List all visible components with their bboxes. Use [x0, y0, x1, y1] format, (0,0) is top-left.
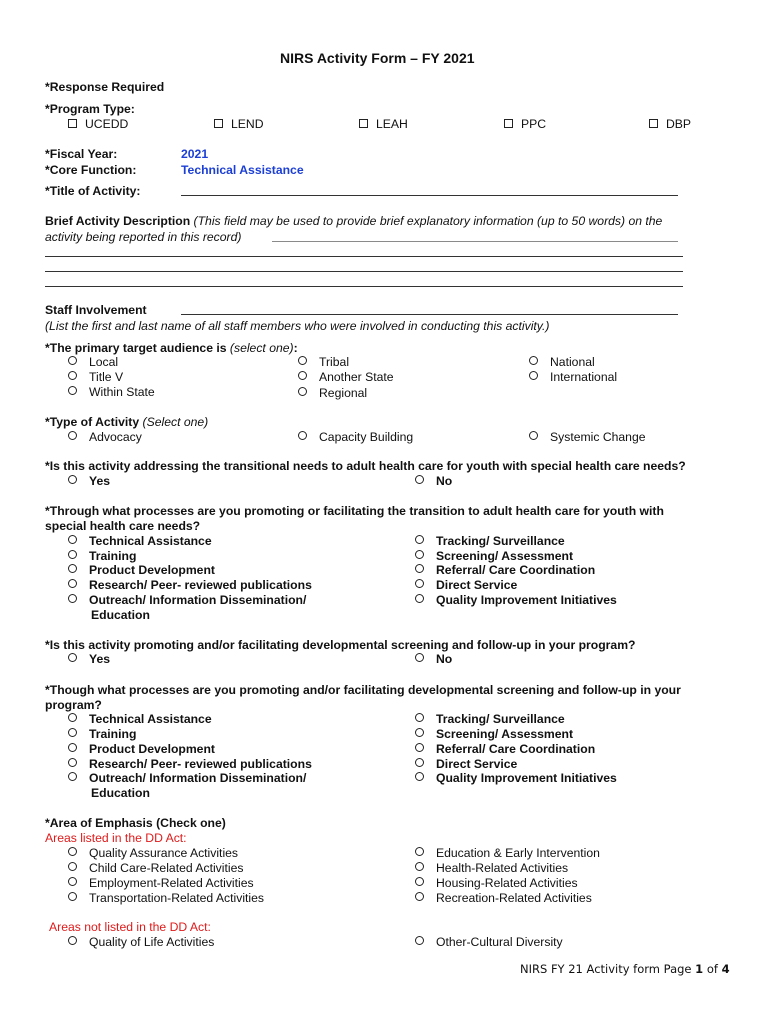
brief-description-field-line[interactable]	[45, 286, 683, 287]
radio-option-screening[interactable]: Screening/ Assessment	[415, 727, 573, 741]
radio-option-tracking[interactable]: Tracking/ Surveillance	[415, 712, 565, 726]
radio-icon[interactable]	[68, 579, 77, 588]
radio-icon[interactable]	[298, 431, 307, 440]
radio-icon[interactable]	[415, 877, 424, 886]
areas-not-listed-label: Areas not listed in the DD Act:	[49, 920, 211, 934]
checkbox-icon[interactable]	[214, 119, 223, 128]
outreach-continuation: Education	[91, 608, 150, 622]
radio-option-advocacy[interactable]: Advocacy	[68, 430, 142, 444]
radio-icon[interactable]	[68, 550, 77, 559]
radio-icon[interactable]	[68, 356, 77, 365]
program-option-lend[interactable]: LEND	[214, 117, 264, 131]
radio-option-capacity-building[interactable]: Capacity Building	[298, 430, 413, 444]
radio-icon[interactable]	[68, 728, 77, 737]
radio-icon[interactable]	[68, 847, 77, 856]
response-required-note: *Response Required	[45, 80, 165, 94]
type-of-activity-label: *Type of Activity (Select one)	[45, 415, 209, 429]
radio-icon[interactable]	[68, 772, 77, 781]
program-option-ppc[interactable]: PPC	[504, 117, 546, 131]
title-of-activity-label: *Title of Activity:	[45, 184, 141, 198]
program-option-leah[interactable]: LEAH	[359, 117, 408, 131]
radio-option-local[interactable]: Local	[68, 355, 118, 369]
areas-listed-label: Areas listed in the DD Act:	[45, 831, 187, 845]
radio-option-national[interactable]: National	[529, 355, 595, 369]
outreach-continuation: Education	[91, 786, 150, 800]
radio-icon[interactable]	[68, 431, 77, 440]
radio-option-outreach[interactable]: Outreach/ Information Dissemination/	[68, 771, 306, 785]
brief-description-field-line[interactable]	[45, 271, 683, 272]
radio-option-research[interactable]: Research/ Peer- reviewed publications	[68, 578, 312, 592]
radio-option-quality-assurance[interactable]: Quality Assurance Activities	[68, 846, 238, 860]
checkbox-icon[interactable]	[68, 119, 77, 128]
radio-option-direct-service[interactable]: Direct Service	[415, 757, 517, 771]
screening-process-question-cont: program?	[45, 698, 102, 712]
brief-description-label-row: Brief Activity Description (This field may be used to provide brief explanatory information (up to 50 words) on the	[45, 214, 663, 228]
staff-involvement-field[interactable]	[181, 314, 678, 315]
radio-option-product-development[interactable]: Product Development	[68, 563, 215, 577]
screening-process-question: *Though what processes are you promoting and/or facilitating developmental screening and follow-up in your	[45, 683, 681, 697]
radio-option-quality-of-life[interactable]: Quality of Life Activities	[68, 935, 214, 949]
radio-option-systemic-change[interactable]: Systemic Change	[529, 430, 646, 444]
radio-icon[interactable]	[68, 594, 77, 603]
screening-question: *Is this activity promoting and/or facilitating developmental screening and follow-up in your program?	[45, 638, 636, 652]
radio-icon[interactable]	[415, 892, 424, 901]
radio-icon[interactable]	[415, 594, 424, 603]
radio-option-outreach[interactable]: Outreach/ Information Dissemination/	[68, 593, 306, 607]
radio-icon[interactable]	[68, 877, 77, 886]
radio-option-title-v[interactable]: Title V	[68, 370, 123, 384]
radio-icon[interactable]	[68, 892, 77, 901]
radio-option-within-state[interactable]: Within State	[68, 385, 155, 399]
radio-icon[interactable]	[415, 475, 424, 484]
radio-option-quality-improvement[interactable]: Quality Improvement Initiatives	[415, 593, 617, 607]
program-option-dbp[interactable]: DBP	[649, 117, 691, 131]
transition-process-question: *Through what processes are you promoting or facilitating the transition to adult health care for youth with	[45, 504, 664, 518]
checkbox-icon[interactable]	[649, 119, 658, 128]
radio-option-technical-assistance[interactable]: Technical Assistance	[68, 534, 212, 548]
radio-icon[interactable]	[298, 356, 307, 365]
radio-icon[interactable]	[415, 564, 424, 573]
radio-icon[interactable]	[529, 431, 538, 440]
radio-option-training[interactable]: Training	[68, 727, 136, 741]
radio-icon[interactable]	[415, 847, 424, 856]
radio-option-referral[interactable]: Referral/ Care Coordination	[415, 742, 595, 756]
radio-option-child-care[interactable]: Child Care-Related Activities	[68, 861, 243, 875]
radio-option-yes[interactable]: Yes	[68, 474, 110, 488]
radio-icon[interactable]	[415, 936, 424, 945]
radio-icon[interactable]	[415, 772, 424, 781]
radio-option-no[interactable]: No	[415, 652, 452, 666]
radio-icon[interactable]	[68, 758, 77, 767]
radio-icon[interactable]	[415, 535, 424, 544]
radio-icon[interactable]	[68, 535, 77, 544]
page-title: NIRS Activity Form – FY 2021	[280, 50, 475, 66]
radio-icon[interactable]	[68, 713, 77, 722]
fiscal-year-value[interactable]: 2021	[181, 147, 209, 161]
program-type-label: *Program Type:	[45, 102, 135, 116]
radio-icon[interactable]	[68, 936, 77, 945]
core-function-label: *Core Function:	[45, 163, 137, 177]
program-option-ucedd[interactable]: UCEDD	[68, 117, 128, 131]
radio-icon[interactable]	[529, 371, 538, 380]
radio-option-employment[interactable]: Employment-Related Activities	[68, 876, 254, 890]
radio-option-housing[interactable]: Housing-Related Activities	[415, 876, 578, 890]
area-of-emphasis-label: *Area of Emphasis (Check one)	[45, 816, 226, 830]
radio-option-product-development[interactable]: Product Development	[68, 742, 215, 756]
title-of-activity-field[interactable]	[181, 195, 678, 196]
radio-option-health[interactable]: Health-Related Activities	[415, 861, 568, 875]
radio-option-tribal[interactable]: Tribal	[298, 355, 349, 369]
core-function-value[interactable]: Technical Assistance	[181, 163, 304, 177]
radio-option-tracking[interactable]: Tracking/ Surveillance	[415, 534, 565, 548]
radio-icon[interactable]	[415, 862, 424, 871]
radio-icon[interactable]	[415, 728, 424, 737]
checkbox-icon[interactable]	[504, 119, 513, 128]
radio-option-yes[interactable]: Yes	[68, 652, 110, 666]
radio-option-another-state[interactable]: Another State	[298, 370, 394, 384]
radio-icon[interactable]	[415, 758, 424, 767]
radio-option-cultural-diversity[interactable]: Other-Cultural Diversity	[415, 935, 563, 949]
staff-involvement-hint: (List the first and last name of all staff members who were involved in conducting this activity.)	[45, 319, 550, 333]
brief-description-field-line[interactable]	[45, 256, 683, 257]
radio-option-direct-service[interactable]: Direct Service	[415, 578, 517, 592]
radio-icon[interactable]	[529, 356, 538, 365]
radio-icon[interactable]	[415, 550, 424, 559]
radio-icon[interactable]	[298, 371, 307, 380]
radio-icon[interactable]	[68, 743, 77, 752]
brief-description-field-line[interactable]	[272, 241, 678, 242]
radio-option-no[interactable]: No	[415, 474, 452, 488]
radio-option-training[interactable]: Training	[68, 549, 136, 563]
radio-option-transportation[interactable]: Transportation-Related Activities	[68, 891, 264, 905]
radio-option-quality-improvement[interactable]: Quality Improvement Initiatives	[415, 771, 617, 785]
transition-process-question-cont: special health care needs?	[45, 519, 201, 533]
page-footer: NIRS FY 21 Activity form Page 1 of 4	[520, 962, 730, 976]
radio-icon[interactable]	[415, 653, 424, 662]
target-audience-label: *The primary target audience is (select one):	[45, 341, 298, 355]
radio-icon[interactable]	[68, 371, 77, 380]
radio-option-education[interactable]: Education & Early Intervention	[415, 846, 600, 860]
radio-icon[interactable]	[415, 743, 424, 752]
radio-icon[interactable]	[68, 386, 77, 395]
radio-option-international[interactable]: International	[529, 370, 617, 384]
radio-option-research[interactable]: Research/ Peer- reviewed publications	[68, 757, 312, 771]
transition-question: *Is this activity addressing the transitional needs to adult health care for youth with special health care needs?	[45, 459, 686, 473]
radio-option-recreation[interactable]: Recreation-Related Activities	[415, 891, 592, 905]
radio-icon[interactable]	[415, 579, 424, 588]
radio-icon[interactable]	[298, 387, 307, 396]
fiscal-year-label: *Fiscal Year:	[45, 147, 118, 161]
radio-icon[interactable]	[68, 862, 77, 871]
radio-option-technical-assistance[interactable]: Technical Assistance	[68, 712, 212, 726]
radio-icon[interactable]	[68, 475, 77, 484]
checkbox-icon[interactable]	[359, 119, 368, 128]
radio-icon[interactable]	[68, 653, 77, 662]
staff-involvement-label: Staff Involvement	[45, 303, 147, 317]
radio-icon[interactable]	[415, 713, 424, 722]
brief-description-hint: activity being reported in this record)	[45, 230, 242, 244]
radio-option-screening[interactable]: Screening/ Assessment	[415, 549, 573, 563]
radio-icon[interactable]	[68, 564, 77, 573]
radio-option-referral[interactable]: Referral/ Care Coordination	[415, 563, 595, 577]
radio-option-regional[interactable]: Regional	[298, 386, 367, 400]
